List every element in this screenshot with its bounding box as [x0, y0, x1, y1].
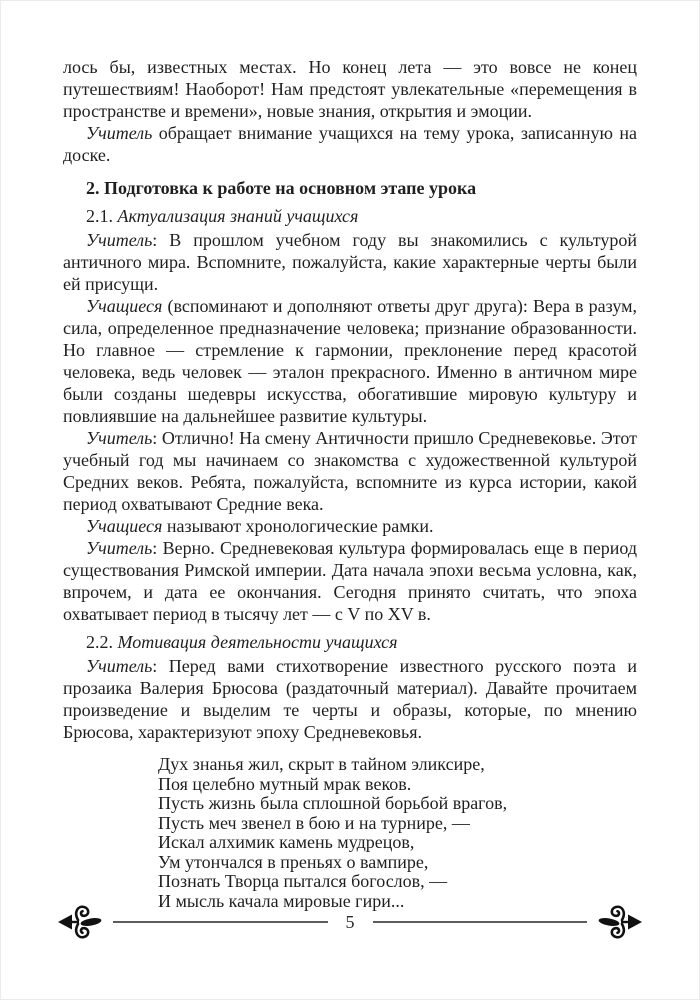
poem-block: [158, 755, 637, 911]
section-heading: 2. Подготовка к работе на основном этапе урока: [86, 178, 477, 198]
paragraph-teacher: [63, 537, 637, 625]
subsection-number: 2.1.: [86, 206, 113, 226]
paragraph-text: : В прошлом учебном году вы знакомились с культурой античного мира. Вспомните, пожалуйста, какие характерные черты были ей присущи.: [63, 230, 637, 294]
paragraph-students: [63, 515, 637, 537]
footer-rule-left: [113, 921, 328, 923]
paragraph-text: (вспоминают и дополняют ответы друг друга): Вера в разум, сила, определенное предназначение человека; признание образованности. Но главное — стремление к гармонии, преклонение перед красотой человека, ведь человек — эталон прекрасного. Именно в античном мире были созданы шедевры искусства, обогатившие мировую культуру и повлиявшие на дальнейшее развитие культуры.: [63, 296, 637, 426]
paragraph-continuation: [63, 56, 637, 122]
subsection-title: Мотивация деятельности учащихся: [117, 632, 398, 652]
poem-line: Пусть меч звенел в бою и на турнире, —: [158, 812, 470, 833]
paragraph-teacher: [63, 655, 637, 743]
speaker-label: Учитель: [86, 538, 153, 558]
speaker-label: Учитель: [86, 428, 153, 448]
paragraph-text: лось бы, известных местах. Но конец лета — это вовсе не конец путешествиям! Наоборот! Нам предстоят увлекательные «перемещения в пространстве и времени», новые знания, открытия и эмоции.: [63, 57, 637, 121]
fleuron-ornament-left-icon: [57, 903, 103, 941]
subsection-number: 2.2.: [86, 632, 113, 652]
paragraph-teacher: [63, 427, 637, 515]
paragraph-teacher: [63, 229, 637, 295]
subsection-heading-2-1: [63, 205, 637, 227]
poem-line: Ум утончался в преньях о вампире,: [158, 851, 429, 872]
speaker-label: Учитель: [86, 123, 153, 143]
subsection-title: Актуализация знаний учащихся: [117, 206, 359, 226]
paragraph-students: [63, 295, 637, 427]
page-number: 5: [345, 912, 355, 932]
speaker-label: Учитель: [86, 656, 153, 676]
text-block: [63, 56, 637, 911]
paragraph-text: : Отлично! На смену Античности пришло Средневековье. Этот учебный год мы начинаем со знакомства с художественной культурой Средних веков. Ребята, пожалуйста, вспомните из курса истории, какой период охватывают Средние века.: [63, 428, 637, 514]
poem-line: Дух знанья жил, скрыт в тайном эликсире,: [158, 754, 485, 774]
speaker-label: Учитель: [86, 230, 153, 250]
speaker-label: Учащиеся: [86, 296, 163, 316]
subsection-heading-2-2: [63, 631, 637, 653]
poem-line: Пусть жизнь была сплошной борьбой врагов,: [158, 793, 508, 813]
fleuron-ornament-right-icon: [597, 903, 643, 941]
poem-line: Поя целебно мутный мрак веков.: [158, 773, 412, 794]
speaker-label: Учащиеся: [86, 516, 163, 536]
page-footer: [57, 903, 643, 941]
paragraph-text: : Перед вами стихотворение известного русского поэта и прозаика Валерия Брюсова (раздаточный материал). Давайте прочитаем произведение и выделим те черты и образы, которые, по мнению Брюсова, характеризуют эпоху Средневековья.: [63, 656, 637, 742]
paragraph-stage-direction: [63, 122, 637, 166]
paragraph-text: называют хронологические рамки.: [162, 516, 434, 536]
poem-line: Искал алхимик камень мудрецов,: [158, 832, 415, 852]
paragraph-text: обращает внимание учащихся на тему урока, записанную на доске.: [63, 123, 637, 165]
poem-line: Познать Творца пытался богослов, —: [158, 871, 448, 891]
footer-rule-right: [373, 921, 588, 923]
paragraph-text: : Верно. Средневековая культура формировалась еще в период существования Римской империи. Дата начала эпохи весьма условна, как, впрочем, и дата ее окончания. Сегодня принято считать, что эпоха охватывает период в тысячу лет — с V по XV в.: [63, 538, 637, 624]
poem-line: И мысль качала мировые гири...: [158, 890, 405, 911]
